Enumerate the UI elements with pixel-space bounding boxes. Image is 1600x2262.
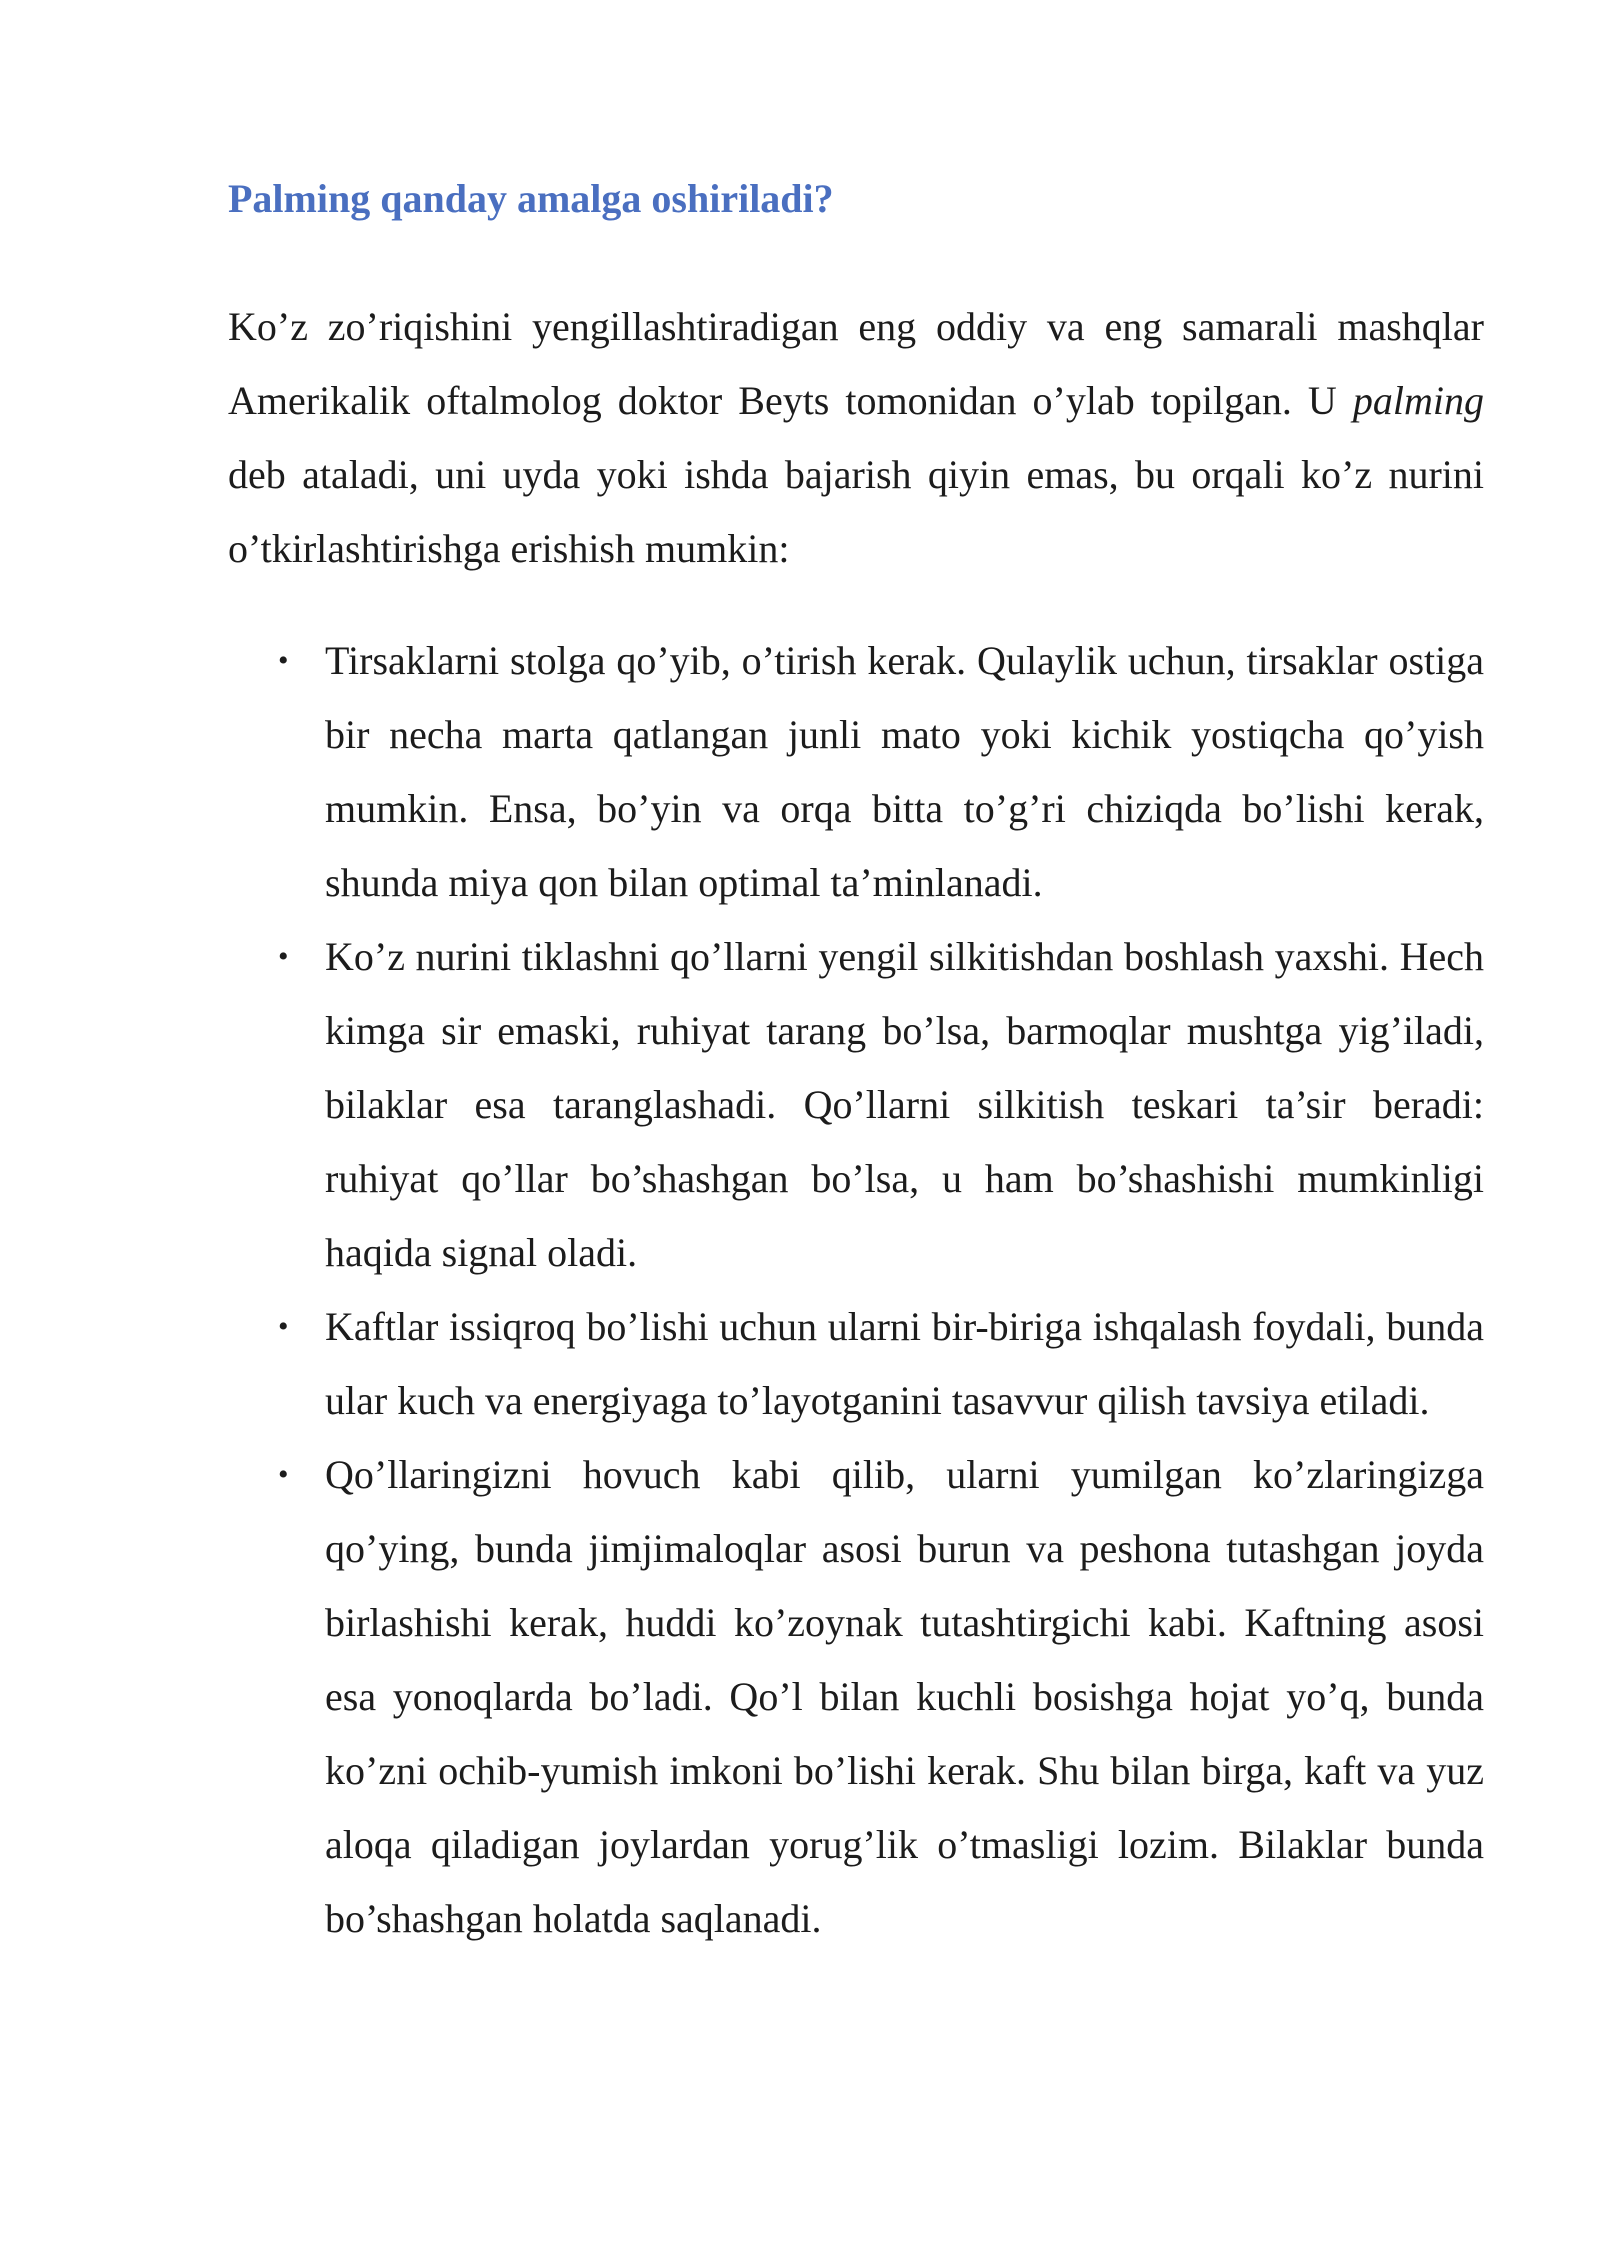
list-item — [228, 624, 1484, 920]
bullet-icon: • — [278, 1310, 289, 1343]
bullet-icon: • — [278, 940, 289, 973]
bullet-list — [228, 624, 1484, 1956]
intro-italic-term: palming — [1352, 378, 1484, 423]
list-item-text: Ko’z nurini tiklashni qo’llarni yengil silkitishdan boshlash yaxshi. Hech kimga sir emaski, ruhiyat tarang bo’lsa, barmoqlar mushtga yig’iladi, bilaklar esa taranglashadi. Qo’llarni silkitish teskari ta’sir beradi: ruhiyat qo’llar bo’shashgan bo’lsa, u ham bo’shashishi mumkinligi haqida signal oladi. — [325, 934, 1484, 1275]
list-item-text: Qo’llaringizni hovuch kabi qilib, ularni yumilgan ko’zlaringizga qo’ying, bunda jimjimaloqlar asosi burun va peshona tutashgan joyda birlashishi kerak, huddi ko’zoynak tutashtirgichi kabi. Kaftning asosi esa yonoqlarda bo’ladi. Qo’l bilan kuchli bosishga hojat yo’q, bunda ko’zni ochib-yumish imkoni bo’lishi kerak. Shu bilan birga, kaft va yuz aloqa qiladigan joylardan yorug’lik o’tmasligi lozim. Bilaklar bunda bo’shashgan holatda saqlanadi. — [325, 1452, 1484, 1941]
list-item — [228, 1290, 1484, 1438]
list-item-text: Kaftlar issiqroq bo’lishi uchun ularni bir-biriga ishqalash foydali, bunda ular kuch va energiyaga to’layotganini tasavvur qilish tavsiya etiladi. — [325, 1304, 1484, 1423]
list-item-text: Tirsaklarni stolga qo’yib, o’tirish kerak. Qulaylik uchun, tirsaklar ostiga bir necha marta qatlangan junli mato yoki kichik yostiqcha qo’yish mumkin. Ensa, bo’yin va orqa bitta to’g’ri chiziqda bo’lishi kerak, shunda miya qon bilan optimal ta’minlanadi. — [325, 638, 1484, 905]
list-item — [228, 920, 1484, 1290]
bullet-icon: • — [278, 644, 289, 677]
list-item — [228, 1438, 1484, 1956]
bullet-icon: • — [278, 1458, 289, 1491]
document-page — [228, 170, 1484, 1956]
section-heading: Palming qanday amalga oshiriladi? — [228, 176, 834, 221]
intro-paragraph — [228, 290, 1484, 586]
intro-text-end: deb ataladi, uni uyda yoki ishda bajarish qiyin emas, bu orqali ko’z nurini o’tkirlashtirishga erishish mumkin: — [228, 452, 1484, 571]
intro-text-start: Ko’z zo’riqishini yengillashtiradigan eng oddiy va eng samarali mashqlar Amerikalik oftalmolog doktor Beyts tomonidan o’ylab topilgan. U — [228, 304, 1484, 423]
